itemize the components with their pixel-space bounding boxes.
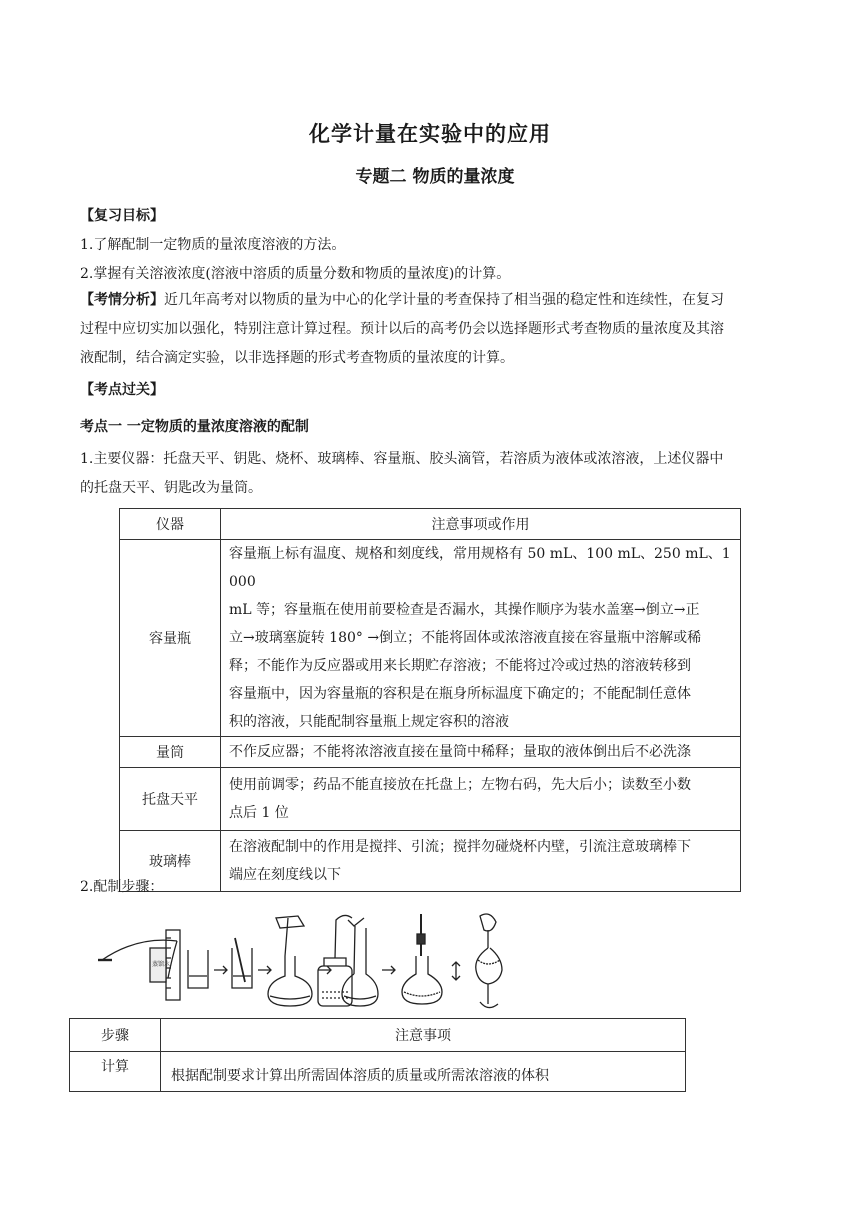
- point1-heading: 考点一 一定物质的量浓度溶液的配制: [80, 419, 309, 435]
- preparation-steps-diagram: [92, 908, 632, 1014]
- steps-heading: 2.配制步骤：: [80, 879, 164, 895]
- note-line: 不作反应器；不能将浓溶液直接在量筒中稀释；量取的液体倒出后不必洗涤: [229, 744, 691, 760]
- step-name-cell: 计算: [70, 1052, 161, 1092]
- instruments-paragraph: [80, 445, 780, 503]
- table-header-cell: 仪器: [120, 509, 221, 540]
- review-goal-2: 2.掌握有关溶液浓度(溶液中溶质的质量分数和物质的量浓度)的计算。: [80, 266, 511, 282]
- steps-table: [69, 1018, 686, 1092]
- review-goal-heading: 【复习目标】: [80, 208, 164, 224]
- volumetric-flask-icon: [342, 918, 378, 1006]
- step-note-cell: 根据配制要求计算出所需固体溶质的质量或所需浓溶液的体积: [161, 1052, 686, 1092]
- instrument-name-cell: 托盘天平: [120, 768, 221, 831]
- note-line: 积的溶液，只能配制容量瓶上规定容积的溶液: [229, 714, 509, 730]
- table-header-row: [120, 509, 741, 540]
- table-row: [120, 540, 741, 737]
- analysis-line-1: 近几年高考对以物质的量为中心的化学计量的考查保持了相当强的稳定性和连续性，在复习: [164, 292, 724, 308]
- analysis-paragraph: [80, 286, 780, 373]
- instrument-notes-table: [119, 508, 741, 892]
- note-line: 使用前调零；药品不能直接放在托盘上；左物右码，先大后小；读数至小数: [229, 777, 691, 793]
- instrument-note-cell: [221, 737, 741, 768]
- analysis-line-3: 液配制，结合滴定实验，以非选择题的形式考查物质的量浓度的计算。: [80, 350, 514, 366]
- note-line: 点后 1 位: [229, 805, 289, 821]
- arrow-icon: [258, 966, 271, 974]
- table-header-cell: 注意事项: [161, 1019, 686, 1052]
- transfer-to-flask-icon: [268, 916, 312, 1006]
- beaker-icon: [188, 950, 208, 988]
- document-title: 化学计量在实验中的应用: [309, 122, 551, 146]
- analysis-line-2: 过程中应切实加以强化，特别注意计算过程。预计以后的高考仍会以选择题形式考查物质的量浓度及其溶: [80, 321, 724, 337]
- note-line: mL 等；容量瓶在使用前要检查是否漏水，其操作顺序为装水盖塞→倒立→正: [229, 602, 700, 618]
- instrument-name-cell: 玻璃棒: [120, 831, 221, 892]
- table-row: [120, 768, 741, 831]
- inverting-flask-hands-icon: [476, 914, 502, 1008]
- instrument-note-cell: [221, 540, 741, 737]
- table-header-cell: 步骤: [70, 1019, 161, 1052]
- instrument-note-cell: [221, 768, 741, 831]
- instruments-line-2: 的托盘天平、钥匙改为量筒。: [80, 480, 262, 496]
- note-line: 在溶液配制中的作用是搅拌、引流；搅拌勿碰烧杯内壁，引流注意玻璃棒下: [229, 839, 691, 855]
- table-header-cell: 注意事项或作用: [221, 509, 741, 540]
- instruments-line-1: 1.主要仪器：托盘天平、钥匙、烧杯、玻璃棒、容量瓶、胶头滴管，若溶质为液体或浓溶液，上述仪器中: [80, 451, 724, 467]
- instrument-name-cell: 量筒: [120, 737, 221, 768]
- wash-bottle-icon: [318, 915, 352, 1006]
- instrument-name-cell: 容量瓶: [120, 540, 221, 737]
- up-down-arrow-icon: [452, 962, 460, 980]
- table-row: [120, 737, 741, 768]
- table-row: [70, 1052, 686, 1092]
- beaker-stirring-icon: [232, 938, 252, 988]
- arrow-icon: [214, 966, 227, 974]
- note-line: 容量瓶中，因为容量瓶的容积是在瓶身所标温度下确定的；不能配制任意体: [229, 686, 691, 702]
- note-line: 立→玻璃塞旋转 180° →倒立；不能将固体或浓溶液直接在容量瓶中溶解或稀: [229, 630, 702, 646]
- dropper-flask-icon: [402, 914, 442, 1004]
- note-line: 容量瓶上标有温度、规格和刻度线，常用规格有 50 mL、100 mL、250 mL、1 000: [229, 546, 731, 590]
- review-goal-1: 1.了解配制一定物质的量浓度溶液的方法。: [80, 237, 346, 253]
- arrow-icon: [382, 966, 395, 974]
- document-subtitle: 专题二 物质的量浓度: [355, 167, 515, 187]
- note-line: 端应在刻度线以下: [229, 867, 341, 883]
- note-line: 释；不能作为反应器或用来长期贮存溶液；不能将过冷或过热的溶液转移到: [229, 658, 691, 674]
- analysis-heading: 【考情分析】: [80, 292, 164, 308]
- checkpoint-heading: 【考点过关】: [80, 382, 164, 398]
- distilled-water-label: 蒸馏水: [152, 961, 171, 968]
- table-header-row: [70, 1019, 686, 1052]
